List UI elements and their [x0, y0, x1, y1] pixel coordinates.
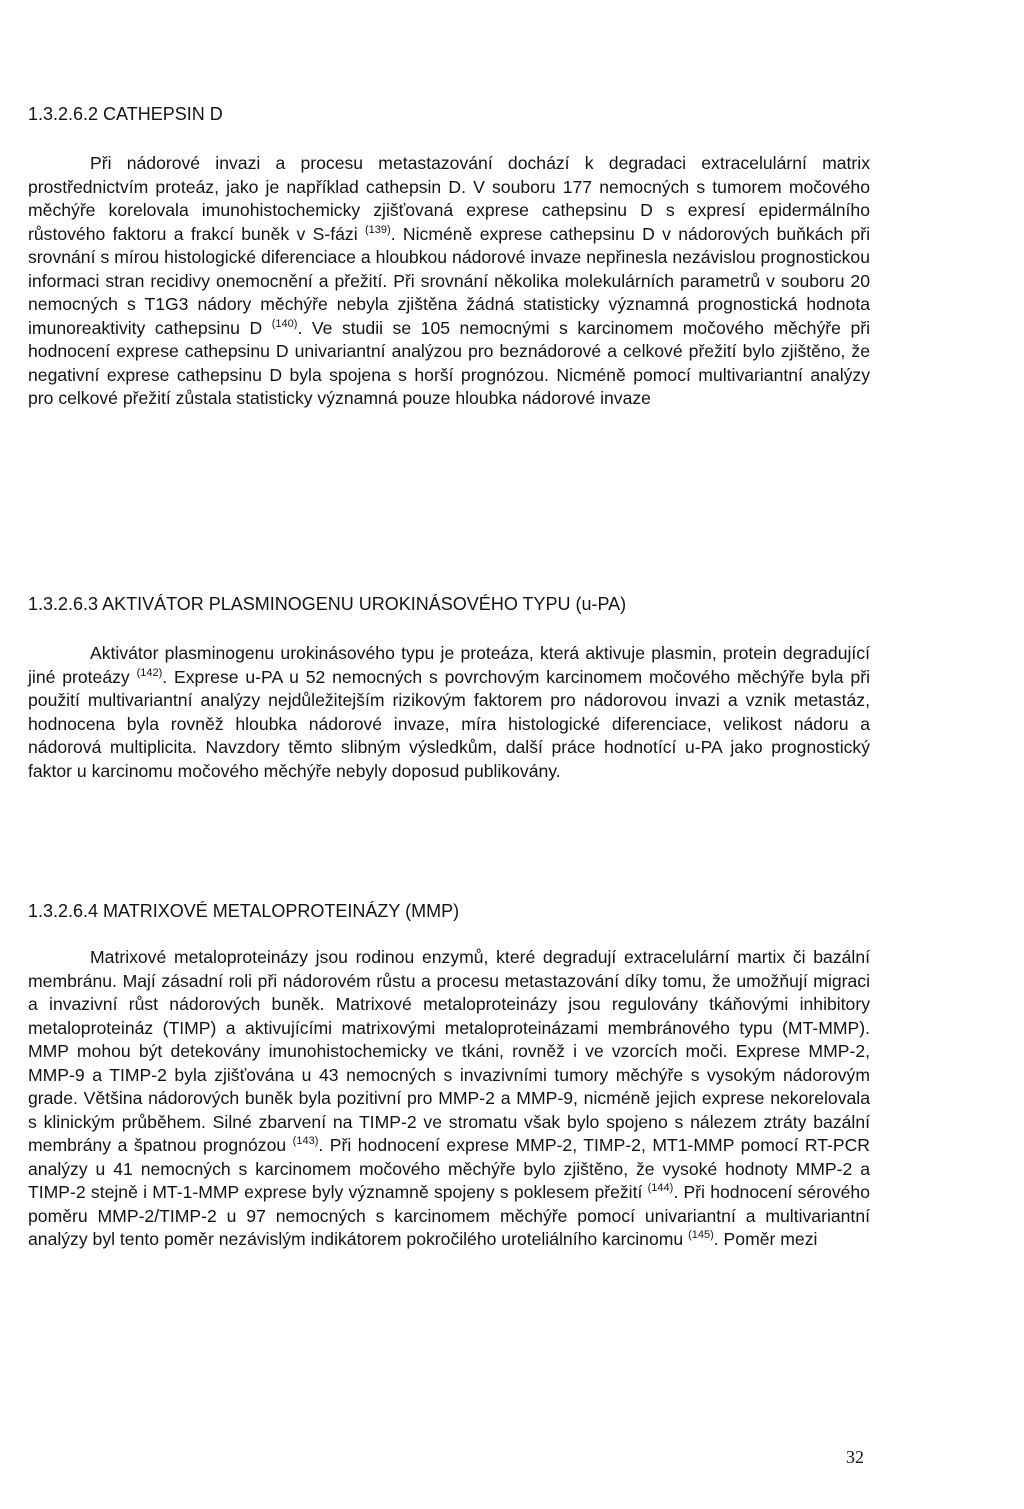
- section-paragraph-u-pa: [28, 642, 870, 783]
- paragraph-text: . Při hodnocení sérového poměru MMP-2/TIMP-2 u 97 nemocných s karcinomem měchýře pomocí univariantní a multivariantní analýzy byl tento poměr nezávislým indikátorem pokročilého uroteliálního karcinomu: [28, 1182, 870, 1249]
- paragraph-text: Matrixové metaloproteinázy jsou rodinou enzymů, které degradují extracelulární martix či bazální membránu. Mají zásadní roli při nádorovém růstu a procesu metastazování díky tomu, že umožňují migraci a invazivní růst nádorových buněk. Matrixové metaloproteinázy jsou regulovány tkáňovými inhibitory metaloproteináz (TIMP) a aktivujícími matrixovými metaloproteinázami membránového typu (MT-MMP). MMP mohou být detekovány imunohistochemicky ve tkáni, rovněž i ve vzorcích moči. Exprese MMP-2, MMP-9 a TIMP-2 byla zjišťována u 43 nemocných s invazivními tumory měchýře s vysokým nádorovým grade. Většina nádorových buněk byla pozitivní pro MMP-2 a MMP-9, nicméně jejich exprese nekorelovala s klinickým průběhem. Silné zbarvení na TIMP-2 ve stromatu však bylo spojeno s nálezem ztráty bazální membrány a špatnou prognózou: [28, 947, 870, 1155]
- paragraph-text: Při nádorové invazi a procesu metastazování dochází k degradaci extracelulární matrix prostřednictvím proteáz, jako je například cathepsin D. V souboru 177 nemocných s tumorem močového měchýře korelovala imunohistochemicky zjišťovaná exprese cathepsinu D s expresí epidermálního růstového faktoru a frakcí buněk v S-fázi: [28, 153, 870, 244]
- citation-139: (139): [365, 223, 391, 236]
- citation-145: (145): [688, 1229, 714, 1241]
- paragraph-text: . Nicméně exprese cathepsinu D v nádorových buňkách při srovnání s mírou histologické diferenciace a hloubkou nádorové invaze nepřinesla nezávislou prognostickou informaci stran recidivy onemocnění a přežití. Při srovnání několika molekulárních parametrů v souboru 20 nemocných s T1G3 nádory měchýře nebyla zjištěna žádná statisticky významná prognostická hodnota imunoreaktivity cathepsinu D: [28, 223, 870, 338]
- section-heading-u-pa: 1.3.2.6.3 AKTIVÁTOR PLASMINOGENU UROKINÁSOVÉHO TYPU (u-PA): [28, 594, 627, 614]
- paragraph-text: . Ve studii se 105 nemocnými s karcinomem močového měchýře při hodnocení exprese cathepsinu D univariantní analýzou pro beznádorové a celkové přežití bylo zjištěno, že negativní exprese cathepsinu D byla spojena s horší prognózou. Nicméně pomocí multivariantní analýzy pro celkové přežití zůstala statisticky významná pouze hloubka nádorové invaze: [28, 317, 870, 408]
- paragraph-text: . Poměr mezi: [713, 1229, 818, 1249]
- paragraph-text: . Exprese u-PA u 52 nemocných s povrchovým karcinomem močového měchýře byla při použití multivariantní analýzy nejdůležitejším rizikovým faktorem pro nádorovou invazi a vznik metastáz, hodnocena byla rovněž hloubka nádorové invaze, míra histologické diferenciace, velikost nádoru a nádorová multiplicita. Navzdory těmto slibným výsledkům, další práce hodnotící u-PA jako prognostický faktor u karcinomu močového měchýře nebyly doposud publikovány.: [28, 666, 870, 781]
- paragraph-text: . Při hodnocení exprese MMP-2, TIMP-2, MT1-MMP pomocí RT-PCR analýzy u 41 nemocných s karcinomem močového měchýře bylo zjištěno, že vysoké hodnoty MMP-2 a TIMP-2 stejně i MT-1-MMP exprese byly významně spojeny s poklesem přežití: [28, 1135, 870, 1202]
- citation-144: (144): [647, 1182, 674, 1194]
- section-heading-cathepsin-d: 1.3.2.6.2 CATHEPSIN D: [28, 104, 223, 124]
- section-heading-mmp: 1.3.2.6.4 MATRIXOVÉ METALOPROTEINÁZY (MMP): [28, 901, 460, 921]
- section-paragraph-mmp: [28, 946, 870, 1252]
- citation-143: (143): [292, 1135, 319, 1147]
- section-paragraph-cathepsin-d: [28, 152, 870, 411]
- paragraph-text: Aktivátor plasminogenu urokinásového typu je proteáza, která aktivuje plasmin, protein degradující jiné proteázy: [28, 643, 870, 687]
- page-number: 32: [846, 1447, 864, 1467]
- citation-140: (140): [271, 317, 298, 330]
- citation-142: (142): [136, 666, 163, 679]
